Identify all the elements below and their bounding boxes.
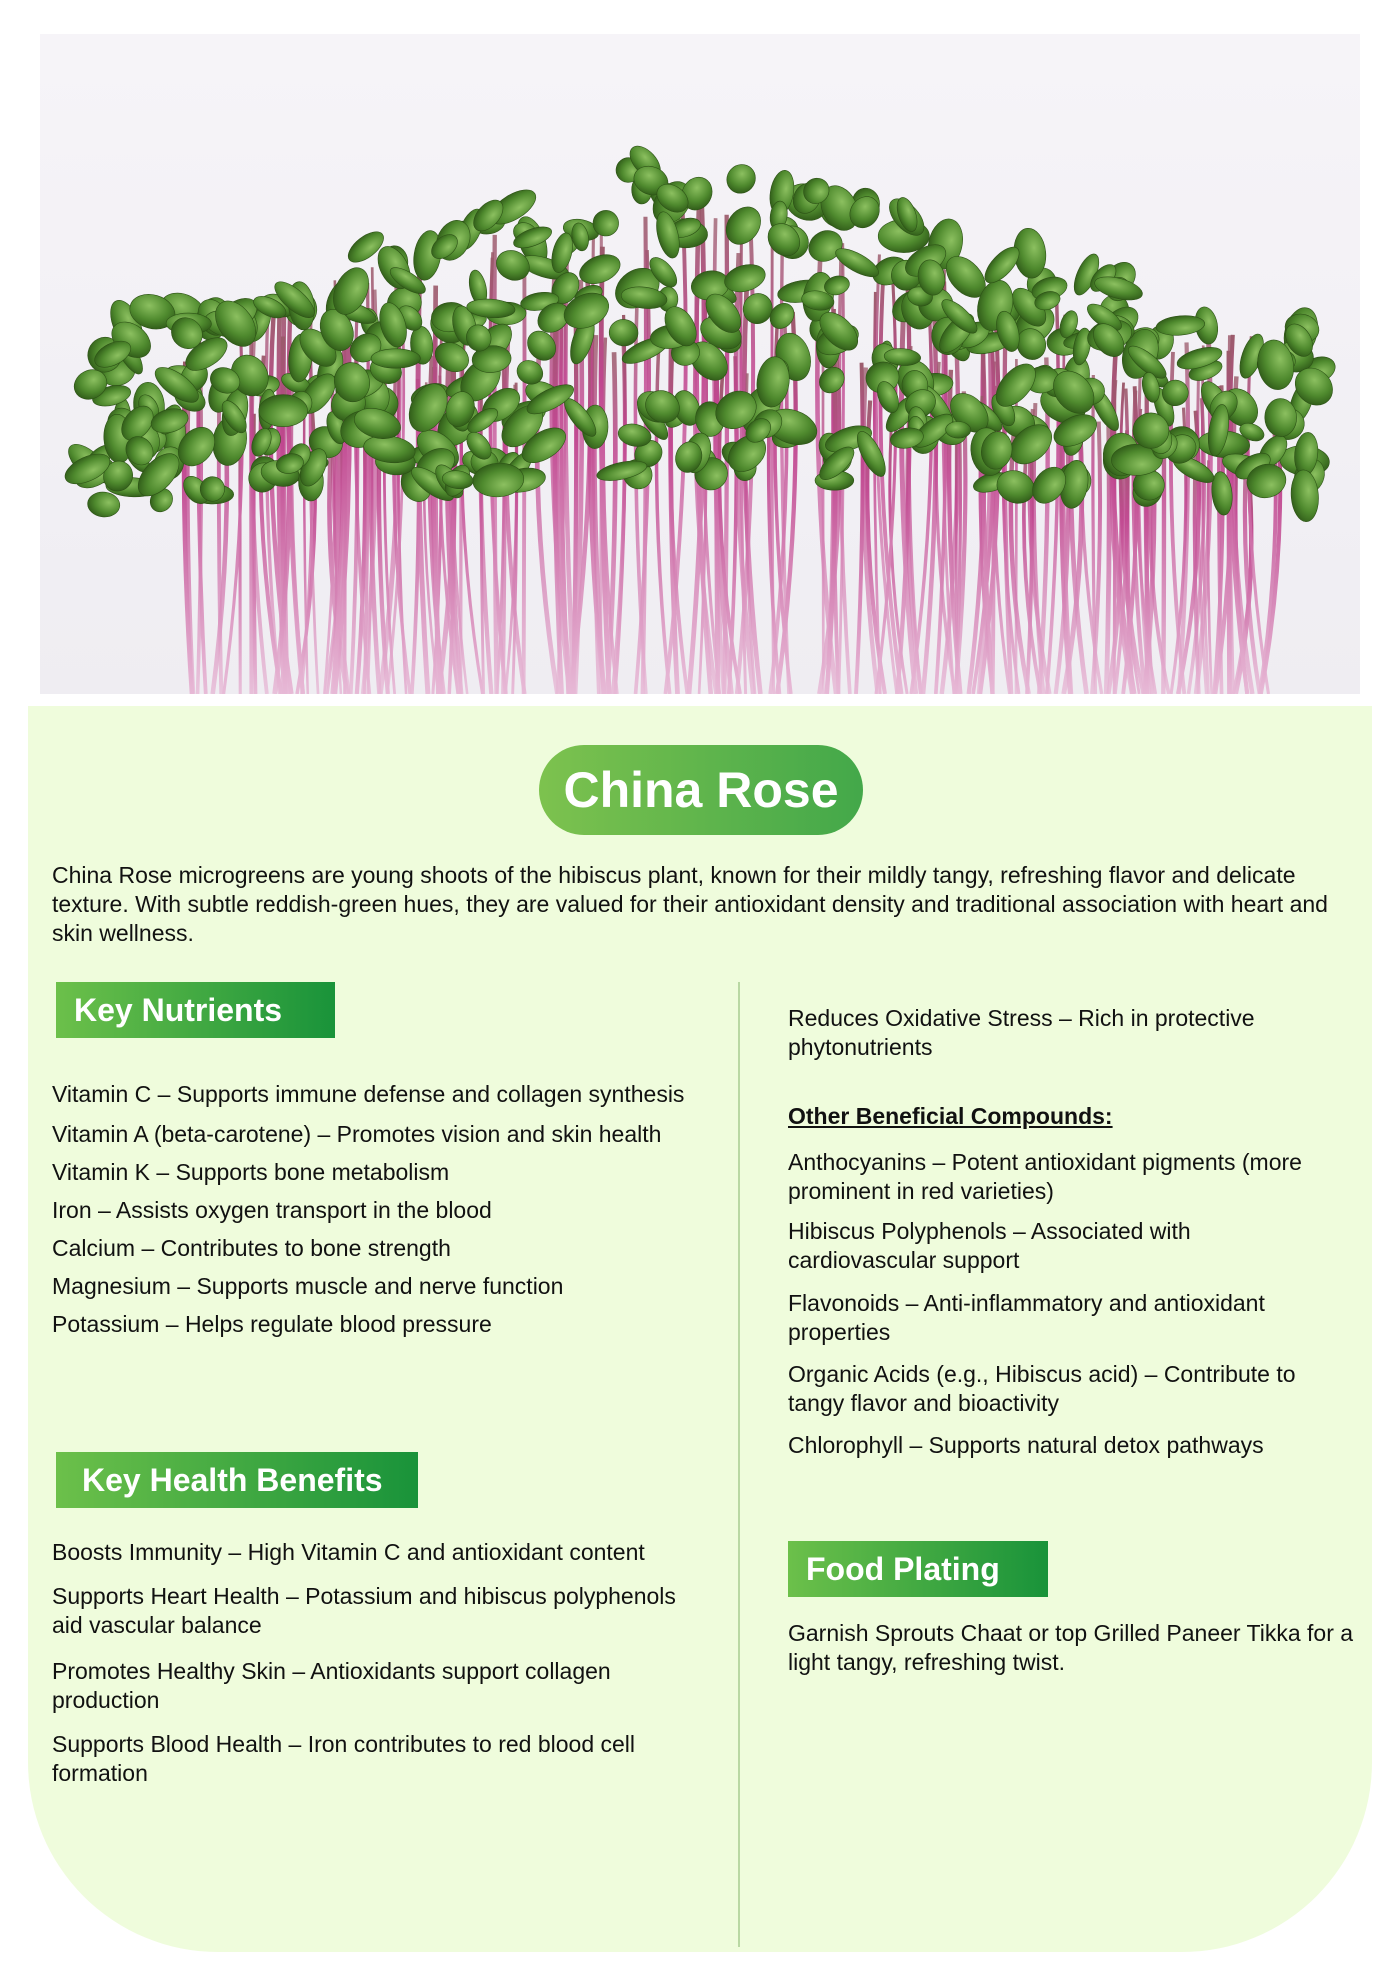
stem (956, 416, 957, 694)
page-title: China Rose (539, 745, 863, 835)
leaf (371, 349, 420, 368)
nutrient-item: Iron – Assists oxygen transport in the blood (52, 1197, 492, 1223)
leaf (945, 421, 970, 438)
stem (856, 363, 863, 694)
microgreens-illustration (40, 34, 1360, 694)
nutrient-item: Vitamin C – Supports immune defense and collagen synthesis (52, 1081, 685, 1107)
nutrient-item: Potassium – Helps regulate blood pressure (52, 1311, 492, 1337)
benefit-item-continued: Reduces Oxidative Stress – Rich in protective phytonutrients (788, 1005, 1255, 1060)
compound-item: Flavonoids – Anti-inflammatory and antioxidant properties (788, 1290, 1265, 1345)
nutrient-item: Vitamin K – Supports bone metabolism (52, 1159, 450, 1185)
other-compounds-list (788, 1148, 1343, 1460)
nutrient-item: Magnesium – Supports muscle and nerve function (52, 1273, 564, 1299)
nutrient-item: Calcium – Contributes to bone strength (52, 1235, 451, 1261)
microgreens-photo (40, 34, 1360, 694)
compound-item: Organic Acids (e.g., Hibiscus acid) – Contribute to tangy flavor and bioactivity (788, 1361, 1296, 1416)
key-health-benefits-heading: Key Health Benefits (56, 1452, 418, 1508)
intro-paragraph: China Rose microgreens are young shoots of the hibiscus plant, known for their mildly tangy, refreshing flavor and delicate texture. With subtle reddish-green hues, they are valued for their antioxidant density and traditional association with heart and skin wellness. (52, 862, 1328, 946)
benefit-item: Supports Blood Health – Iron contributes to red blood cell formation (52, 1731, 636, 1786)
leaf (86, 490, 121, 518)
stem (503, 332, 505, 694)
compound-item: Hibiscus Polyphenols – Associated with cardiovascular support (788, 1218, 1191, 1273)
key-health-benefits-list (52, 1538, 712, 1788)
food-plating-text: Garnish Sprouts Chaat or top Grilled Paneer Tikka for a light tangy, refreshing twist. (788, 1620, 1354, 1675)
food-plating-heading: Food Plating (788, 1541, 1048, 1597)
nutrient-item: Vitamin A (beta-carotene) – Promotes vision and skin health (52, 1121, 662, 1147)
benefit-item: Supports Heart Health – Potassium and hibiscus polyphenols aid vascular balance (52, 1583, 676, 1638)
key-nutrients-list (52, 1080, 742, 1339)
leaf (721, 159, 761, 199)
other-compounds-heading: Other Beneficial Compounds: (788, 1103, 1113, 1129)
leaves-layer (61, 141, 1341, 523)
leaf (1133, 413, 1170, 449)
key-nutrients-heading: Key Nutrients (56, 982, 335, 1038)
compound-item: Chlorophyll – Supports natural detox pathways (788, 1432, 1264, 1458)
benefit-item: Boosts Immunity – High Vitamin C and antioxidant content (52, 1539, 645, 1565)
leaf (259, 395, 308, 427)
compound-item: Anthocyanins – Potent antioxidant pigments (more prominent in red varieties) (788, 1149, 1302, 1204)
benefit-item: Promotes Healthy Skin – Antioxidants support collagen production (52, 1658, 611, 1713)
